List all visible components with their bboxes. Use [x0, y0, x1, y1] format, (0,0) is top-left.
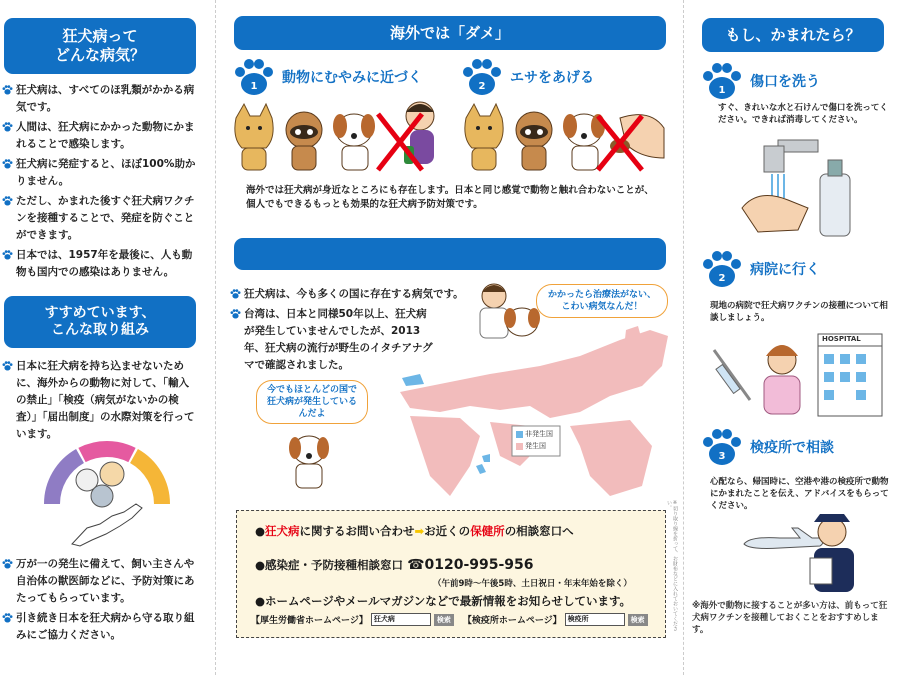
footnote: ※海外で動物に接することが多い方は、前もって狂犬病ワクチンを接種しておくことをおすすめします。 — [692, 601, 888, 635]
paw-icon — [2, 159, 13, 169]
legend-label-endemic: 発生国 — [525, 442, 546, 450]
bullet-text: 人間は、狂犬病にかかった動物にかまれることで感染します。 — [16, 121, 195, 150]
list-item — [2, 156, 198, 190]
animals-approach-illustration — [230, 98, 446, 180]
paw-icon — [2, 85, 13, 95]
homepage-links — [251, 613, 648, 626]
header-line: すすめています、 — [44, 304, 156, 321]
header-line: 狂犬病って — [62, 27, 138, 46]
phone-number[interactable]: ☎0120-995-956 — [407, 557, 534, 573]
mhlw-search-button[interactable]: 検索 — [434, 614, 454, 626]
bullet-text: 日本では、1957年を最後に、人も動物も国内での感染はありません。 — [16, 249, 193, 278]
paw-icon — [2, 196, 13, 206]
left-panel — [0, 0, 212, 675]
quarantine-label: 【検疫所ホームページ】 — [462, 616, 562, 626]
phone-hours: （午前9時～午後5時、土日祝日・年末年始を除く） — [433, 579, 632, 589]
step-approach-animals — [234, 58, 422, 96]
fold-line-right — [683, 0, 684, 675]
step-body: 現地の病院で狂犬病ワクチンの接種について相談しましょう。 — [710, 301, 888, 323]
bullet-text: 狂犬病は、今も多くの国に存在する病気です。 — [244, 288, 464, 300]
step-feed-animals — [462, 58, 594, 96]
cut-line-note: ※切り取り線を折って、お財布などに入れておいてください。 — [666, 500, 678, 631]
header-text: 海外では「ダメ」 — [389, 23, 510, 42]
header-line: こんな取り組み — [51, 322, 149, 338]
list-item — [2, 119, 198, 153]
bullet-text: 万が一の発生に備えて、飼い主さんや自治体の獣医師などに、予防対策にあたってもらっています。 — [16, 558, 195, 604]
inquiry-text: に関するお問い合わせ — [299, 524, 415, 538]
world-map — [380, 326, 670, 510]
list-item — [2, 82, 198, 116]
near-text: お近くの — [424, 524, 471, 538]
legend-label-non-endemic: 非発生国 — [525, 430, 553, 438]
middle-panel — [220, 0, 680, 675]
bullet-text: ただし、かまれた後すぐ狂犬病ワクチンを接種することで、発症を防ぐことができます。 — [16, 195, 195, 241]
header-text: もし、かまれたら？ — [725, 25, 861, 44]
paw-icon — [230, 289, 241, 299]
bullet-list-preparedness — [2, 556, 196, 647]
bullet-text: 引き続き日本を狂犬病から守る取り組みにご協力ください。 — [16, 612, 195, 641]
paw-icon — [2, 361, 13, 371]
health-center-text: 保健所 — [470, 524, 505, 538]
speech-bubble-doctor: かかったら治療法がない、こわい病気なんだ！ — [536, 284, 668, 318]
list-item — [2, 610, 196, 644]
list-item — [2, 556, 196, 607]
contact-line-phone — [255, 557, 534, 573]
bullet-list-facts — [2, 82, 198, 284]
paw-icon — [230, 309, 241, 319]
contact-line-web: ●ホームページやメールマガジンなどで最新情報をお知らせしています。 — [255, 594, 632, 608]
step-wash-wound — [702, 62, 820, 100]
bullet-text: 狂犬病は、すべてのほ乳類がかかる病気です。 — [16, 84, 195, 113]
contact-box — [236, 510, 666, 638]
list-item — [230, 286, 478, 303]
speech-bubble-dog: 今でもほとんどの国で狂犬病が発生しているんだよ — [256, 380, 368, 424]
abroad-note: 海外では狂犬病が身近なところにも存在します。日本と同じ感覚で動物と触れ合わないことが、個人でもできるもっとも効果的な狂犬病予防対策です。 — [246, 185, 654, 210]
header-line: どんな病気？ — [54, 46, 145, 64]
consult-text: の相談窓口へ — [504, 524, 574, 538]
paw-icon — [2, 559, 13, 569]
header-if-bitten — [702, 18, 884, 52]
paw-number-icon: 2 — [462, 58, 502, 96]
hospital-sign: HOSPITAL — [822, 335, 861, 343]
header-what-is-rabies — [4, 18, 196, 74]
arrow-right-icon: ➡ — [414, 524, 425, 538]
doctor-dog-illustration — [472, 280, 548, 344]
dog-illustration — [286, 430, 332, 492]
animals-feed-illustration — [460, 98, 666, 180]
bullet-text: 狂犬病に発症すると、ほぼ100%助かりません。 — [16, 158, 196, 187]
right-panel — [688, 0, 900, 675]
quarantine-illustration — [42, 432, 172, 550]
hand-washing-illustration — [738, 138, 860, 240]
paw-icon — [2, 613, 13, 623]
header-initiatives — [4, 296, 196, 348]
airplane-officer-illustration — [740, 508, 864, 594]
paw-number-icon: 1 — [702, 62, 742, 100]
step-quarantine-consult — [702, 428, 834, 466]
quarantine-search-button[interactable]: 検索 — [628, 614, 648, 626]
paw-number-icon: 1 — [234, 58, 274, 96]
mhlw-label: 【厚生労働省ホームページ】 — [251, 616, 368, 626]
quarantine-search-field[interactable]: 検疫所 — [565, 613, 625, 626]
bullet-dot: ● — [255, 524, 266, 538]
step-title: 検疫所で相談 — [750, 440, 834, 456]
phone-label: ●感染症・予防接種相談窓口 — [255, 558, 404, 572]
step-title: エサをあげる — [510, 70, 594, 86]
step-title: 動物にむやみに近づく — [282, 70, 422, 86]
step-go-hospital — [702, 250, 820, 288]
paw-number-icon: 3 — [702, 428, 742, 466]
mhlw-search-field[interactable]: 狂犬病 — [371, 613, 431, 626]
list-item — [2, 193, 198, 244]
fold-line-left — [215, 0, 216, 675]
step-title: 傷口を洗う — [750, 74, 820, 90]
rabies-text: 狂犬病 — [265, 524, 300, 538]
contact-line-rabies — [255, 523, 574, 539]
list-item — [2, 247, 198, 281]
bullet-text: 台湾は、日本と同様50年以上、狂犬病が発生していませんでしたが、2013年、狂犬病の流行が野生のイタチアナグマで確認されました。 — [244, 308, 433, 371]
paw-number-icon: 2 — [702, 250, 742, 288]
paw-icon — [2, 122, 13, 132]
header-bar-blank — [234, 238, 666, 270]
step-title: 病院に行く — [750, 262, 820, 278]
list-item — [2, 358, 196, 443]
bullet-text: 日本に狂犬病を持ち込ませないために、海外からの動物に対して、「輸入の禁止」「検疫（病気がないかの検査）」「届出制度」の水際対策を行っています。 — [16, 360, 195, 440]
step-body: 心配なら、帰国時に、空港や港の検疫所で動物にかまれたことを伝え、アドバイスをもらってください。 — [710, 477, 889, 511]
step-body: すぐ、きれいな水と石けんで傷口を洗ってください。できれば消毒してください。 — [718, 103, 888, 125]
header-abroad-dont — [234, 16, 666, 50]
paw-icon — [2, 250, 13, 260]
